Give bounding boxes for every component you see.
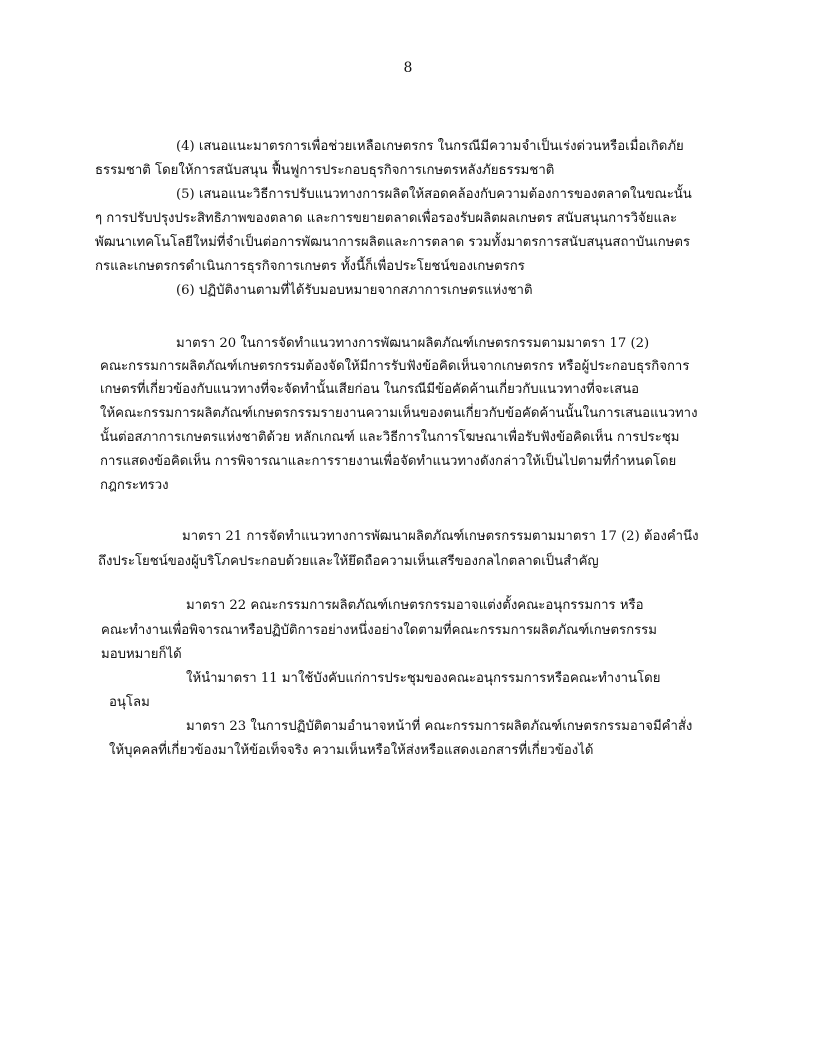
section-20-line-1: มาตรา 20 ในการจัดทำแนวทางการพัฒนาผลิตภัณฑ์เกษตรกรรมตามมาตรา 17 (2) [176,336,650,351]
section-23-line-1: มาตรา 23 ในการปฏิบัติตามอำนาจหน้าที่ คณะกรรมการผลิตภัณฑ์เกษตรกรรมอาจมีคำสั่ง [186,719,693,734]
item-5-line-1: (5) เสนอแนะวิธีการปรับแนวทางการผลิตให้สอดคล้องกับความต้องการของตลาดในขณะนั้น [176,187,692,202]
section-20-line-5: นั้นต่อสภาการเกษตรแห่งชาติด้วย หลักเกณฑ์ และวิธีการในการโฆษณาเพื่อรับฟังข้อคิดเห็น การประชุม [100,430,680,445]
item-4-line-2: ธรรมชาติ โดยให้การสนับสนุน ฟื้นฟูการประกอบธุรกิจการเกษตรหลังภัยธรรมชาติ [95,163,555,178]
item-5-line-3: พัฒนาเทคโนโลยีใหม่ที่จำเป็นต่อการพัฒนาการผลิตและการตลาด รวมทั้งมาตรการสนับสนุนสถาบันเกษตร [95,235,691,250]
page-number: 8 [403,60,413,76]
item-5-line-2: ๆ การปรับปรุงประสิทธิภาพของตลาด และการขยายตลาดเพื่อรองรับผลิตผลเกษตร สนับสนุนการวิจัยและ [95,211,678,226]
section-20-line-7: กฎกระทรวง [100,478,169,493]
section-20-line-3: เกษตรที่เกี่ยวข้องกับแนวทางที่จะจัดทำนั้นเสียก่อน ในกรณีมีข้อคัดค้านเกี่ยวกับแนวทางที่จะเสนอ [100,382,640,397]
section-21-line-2: ถึงประโยชน์ของผู้บริโภคประกอบด้วยและให้ยึดถือความเห็นเสรีของกลไกตลาดเป็นสำคัญ [98,554,599,569]
item-6-line-1: (6) ปฏิบัติงานตามที่ได้รับมอบหมายจากสภาการเกษตรแห่งชาติ [176,283,533,298]
section-22-line-2: คณะทำงานเพื่อพิจารณาหรือปฏิบัติการอย่างหนึ่งอย่างใดตามที่คณะกรรมการผลิตภัณฑ์เกษตรกรรม [101,623,657,638]
section-20-line-4: ให้คณะกรรมการผลิตภัณฑ์เกษตรกรรมรายงานความเห็นของตนเกี่ยวกับข้อคัดค้านนั้นในการเสนอแนวทาง [100,406,698,421]
section-20-line-6: การแสดงข้อคิดเห็น การพิจารณาและการรายงานเพื่อจัดทำแนวทางดังกล่าวให้เป็นไปตามที่กำหนดโดย [100,454,677,469]
item-5-line-4: กรและเกษตรกรดำเนินการธุรกิจการเกษตร ทั้งนี้ก็เพื่อประโยชน์ของเกษตรกร [95,259,525,274]
section-23-line-2: ให้บุคคลที่เกี่ยวข้องมาให้ข้อเท็จจริง ความเห็นหรือให้ส่งหรือแสดงเอกสารที่เกี่ยวข้องได้ [109,743,594,758]
section-21-line-1: มาตรา 21 การจัดทำแนวทางการพัฒนาผลิตภัณฑ์เกษตรกรรมตามมาตรา 17 (2) ต้องคำนึง [182,529,699,544]
section-22-para-2-line-2: อนุโลม [109,695,150,710]
item-4-line-1: (4) เสนอแนะมาตรการเพื่อช่วยเหลือเกษตรกร ในกรณีมีความจำเป็นเร่งด่วนหรือเมื่อเกิดภัย [176,139,684,154]
section-22-para-2-line-1: ให้นำมาตรา 11 มาใช้บังคับแก่การประชุมของคณะอนุกรรมการหรือคณะทำงานโดย [186,671,661,686]
section-22-line-1: มาตรา 22 คณะกรรมการผลิตภัณฑ์เกษตรกรรมอาจแต่งตั้งคณะอนุกรรมการ หรือ [186,598,644,613]
section-20-line-2: คณะกรรมการผลิตภัณฑ์เกษตรกรรมต้องจัดให้มีการรับฟังข้อคิดเห็นจากเกษตรกร หรือผู้ประกอบธุรกิจการ [100,359,690,374]
section-22-line-3: มอบหมายก็ได้ [101,647,182,662]
